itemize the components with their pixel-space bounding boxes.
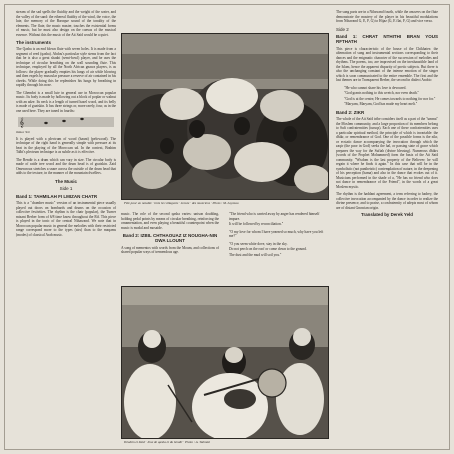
musicians-crowd-photo	[121, 33, 329, 200]
left-column	[16, 10, 116, 448]
band2-side1-text: A song of mementos with words from the Moum, and collections of shared popular ways of tremendous age.	[121, 245, 219, 255]
side2-heading: Side 2	[336, 26, 349, 32]
lyric-5: Do not perch on the roof or come down to the ground.	[229, 247, 307, 251]
quote-3: "God is at the centre, He comes towards to nothing for nor for."	[344, 96, 436, 101]
lyric-4: "O you seem white dove, stay in the sky.	[229, 241, 288, 246]
band2-side2-heading: Band 2: ZIKR	[336, 109, 365, 115]
svg-text:𝄞: 𝄞	[19, 118, 25, 129]
photo1-caption: Fête pour un notable · trois les villageois · écoute · des musiciens · Photo : M. Loyzeau	[124, 201, 239, 205]
band1-side1-text: This is a "chamber music" version of an instrumental piece usually played out doors on bombards and drums on the occasion of collective festivities. The rhythm is the chatr (popular), the Turner mizani Berber form of 6/8 time know throughout the Rif. This piece is played in the tonic of the central Nihawand. We note that in Moroccan popular music in general the melodies with their restricted range correspond more to the types (airs) than to the maqams (modes) of classical Arab music.	[16, 201, 116, 237]
band2-side2-text-2: The rhythm is the haddani agreement, a term referring to hadrey, the collective invocation accompanied by the dance in order to realize the divine presence, and to praise, a confraternity of adepts most of whom are of distant Gnawian origin.	[336, 192, 438, 210]
band1-side1-heading: Band 1: TAHMILAH FI LMIZAN CHATR	[16, 193, 98, 199]
band2-side1-heading: Band 2: IZBIL CHTHAOUAZ IZ NOUGHA-NIN DWA LLOUNT	[122, 233, 218, 244]
side1-heading: Side 1	[59, 186, 73, 192]
center-col-a-text: music. The role of the second qasba varies: unison doubling, holding pedal points by means of circular breathing, reinforcing the ornamentation, and even playing a beautiful counterpoint when the music is modal and mosaide.	[121, 212, 219, 230]
right-intro: The sung parts are in a Nihavand fourth, while the answers on the flute demonstrate the mastery of the player in his beautiful modulations from Nihavand G, E, F, G) to Hijaz (G, E flat, F, G) and vice versa.	[336, 10, 438, 23]
ghembri-paragraph: The Ghembri is a small lute in general use in Moroccan popular music. Its body is made by hollowing out a block of poplar or walnut with an adze. Its neck is a length of turned hazel wood, and its belly is made of goatskin. It has three strings or, more rarely, four, as in the one used here. They are tuned in fourths:	[16, 90, 116, 113]
tuning-staff-icon	[16, 116, 116, 128]
center-column-a	[121, 212, 219, 282]
qasba-paragraph: The Qasba is an end blown flute with seven holes. It is made from a segment of reed (qasba). Abdou's particular style stems from the fact that he is also a great shaabi (semi-bowl) player, and he uses the technique of circular breathing on the wall sounding flute. This technique, employed by all the North African gnawa players, is as follows: the player gradually empties his lungs of air while blowing and then expels by muscular pressure a reserve of air contained in his cheeks. While doing this he replenishes his lungs by breathing in rapidly through his nose.	[16, 47, 116, 88]
photo-crowd-scene	[122, 34, 328, 199]
lyric-3: "O my love for whom I have yearned so much, why have you left me?"	[229, 229, 324, 238]
photo-musicians-scene	[122, 287, 328, 438]
band2-side2-text: The whole of the Ait Saïd tribe considers itself as a part of the "umma" the Moslem community, and a large proportion of its members belong to Sufi confraternities (turuqs). Each one of these confraternities uses a particular spiritual method, the principle of which is invariable: the dhikr, or remembrance of God. One of the possible forms is the zikr, or ecstatic dance accompanying the invocation through which the zaqir (the poor in God) seeks the hal, or passing state of grace which prepares the way for the Sufiah (divine blessing). Numerous dhikrs (words of the Prophet Mohammed) form the basis of the Ait Saïd community. "Wisdom is the last property of the Believer; he will regain it where he finds it again." In this case that will be in the symbolistic (not pantheistic) contemplation of nature, in the deepening of his perception (hama) and also in the dance that evokes out of it. Musicians performed in the shade of a, "He has no friend who does not dance in remembrance of the Friend", in the words of a great Moslem mystic.	[336, 117, 438, 189]
band1-side2-text: This piece is characteristic of the house of the Chikhates: the alternation of sung and instrumental sections corresponding to their dances and the enigmatic character of the succession of melodies and rhythms. The poems, too, are improvised on the inexhaustible land of the Islam, hence the apparent disparity of poetic subjects. But there is also the unchanging constant of the intense emotion of the singer which is soon communicated to the entire ensemble. The first and the last themes are in Transparent Berber, the second in dialect Arabic:	[336, 46, 438, 83]
quote-2: "God grants nothing to this wretch, nor even death."	[344, 91, 419, 96]
band1-side2-heading: Band 1: CHRAT NTHITHI BRAN YOUS RFTHATH	[336, 33, 438, 45]
lyric-2: It will be followed by reconciliation."	[229, 222, 284, 226]
bendir-paragraph: The Bendir is a drum which can vary in size. The circular body is made of rattle tree wood and the drum head is of goatskin. Zaid Omeraroux stretches a snare across the outside of the drum head that adds to the texture, in the manner of the mountain dwellers.	[16, 157, 116, 176]
ghembri-paragraph-2: It is played with a plectrum of wood (haunt) (pelowood). The technique of the right hand is generally simple with pressure at its beat in the playing of the Moroccan ud. In the context, Brahim Talbi's plectrum technique is as subtle as it is effective.	[16, 136, 116, 155]
photo2-caption: Ibrahim et Zaid · Jeux de qasba et du bendir · Photo : A. Tahmial	[124, 440, 210, 444]
quote-1: "He who cannot share his love is devoured.	[344, 85, 407, 90]
right-column	[336, 10, 438, 450]
lyric-1: "The friend who is carried away by anger has rendered himself impure.	[229, 212, 320, 221]
tuning-label: minor 3rd	[16, 130, 30, 135]
translator-credit: Translated by Derek Yeld	[361, 212, 413, 218]
left-intro: stream of the sad spells the fluidity and the weight of the water, and the valley of the sand: the ethereal fluidity of the wind, the voice, the lute, the memory of the Baroque sound of the tonality of the elements. The flute, the music master, touches the existential forms of music, but he must also design on the canvas of the musical essence. Without this the music of the Ait Saïd would be a quiet.	[16, 10, 116, 37]
instruments-heading: The instruments	[16, 40, 52, 45]
lyric-6: The dust and the mud will soil you."	[229, 252, 282, 257]
quote-4: "Maryam, Maryam, God has made my heart melt."	[344, 102, 418, 107]
musicians-playing-photo	[121, 286, 329, 439]
center-column-b	[229, 212, 327, 282]
music-heading: The Music	[54, 178, 77, 184]
